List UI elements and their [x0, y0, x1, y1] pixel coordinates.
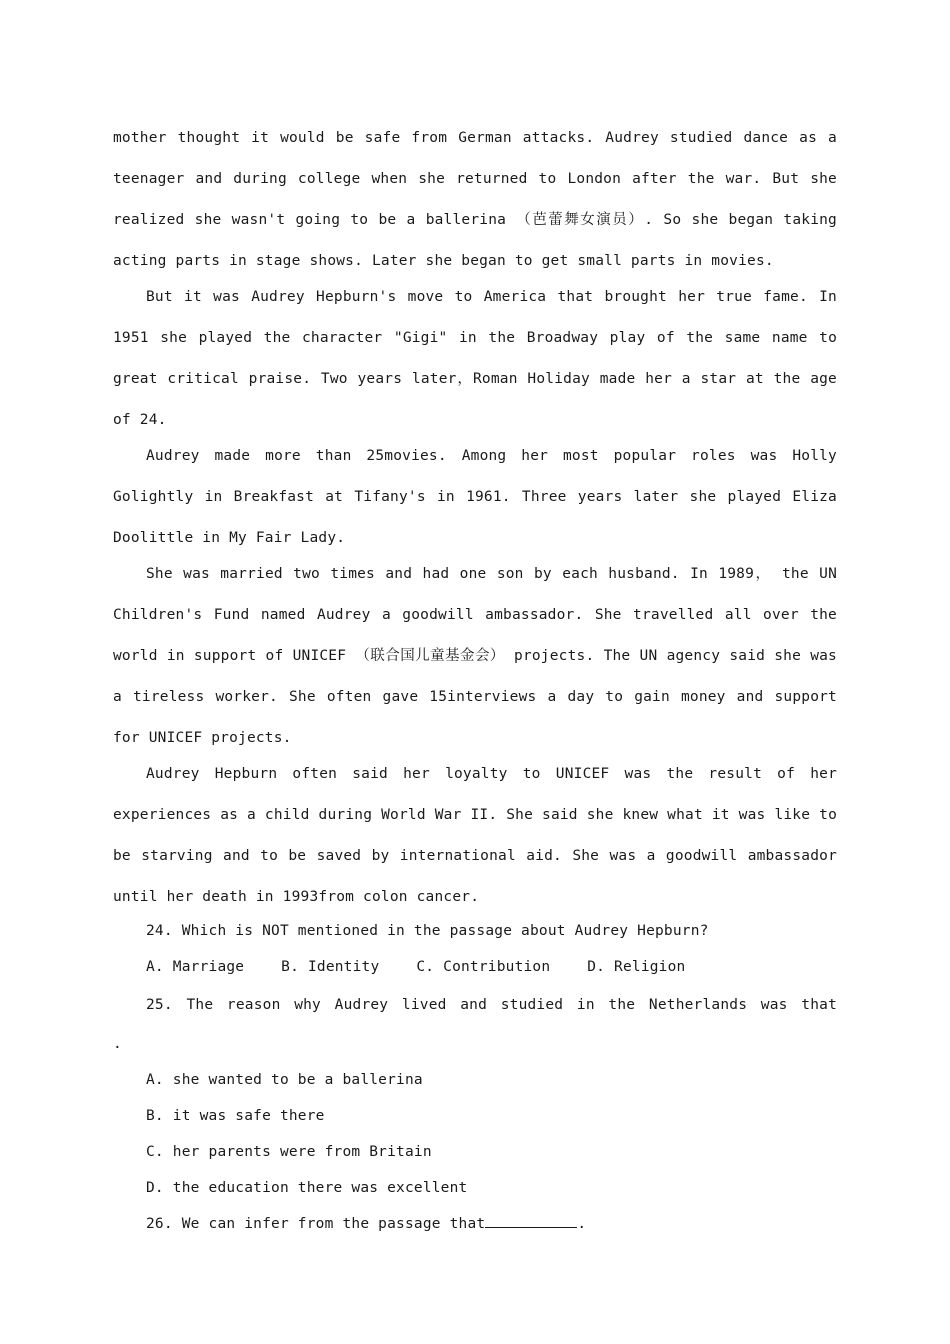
question-26 [113, 1206, 837, 1242]
paragraph-3 [113, 436, 837, 559]
answer-blank [485, 1215, 577, 1228]
question-25 [113, 985, 837, 1206]
paragraph-4 [113, 554, 837, 759]
question-end: . [577, 1216, 587, 1232]
option-b: B. it was safe there [146, 1108, 325, 1124]
paragraph-1 [113, 118, 837, 282]
paragraph-2 [113, 277, 837, 441]
question-options [113, 949, 837, 985]
paragraph-text: But it was Audrey Hepburn's move to America that brought her true fame. In 1951 she played the character "Gigi" in the Broadway play of the same name to great critical praise. Two years later，Roman Holiday made her a star at the age of 24. [113, 289, 837, 428]
document-page [113, 118, 837, 1242]
option-d: D. the education there was excellent [146, 1180, 468, 1196]
paragraph-5 [113, 754, 837, 918]
option-d: D. Religion [587, 959, 686, 975]
option-c: C. her parents were from Britain [146, 1144, 432, 1160]
question-line [113, 1206, 837, 1242]
option-a: A. she wanted to be a ballerina [146, 1072, 423, 1088]
question-24 [113, 913, 837, 985]
option-c: C. Contribution [416, 959, 551, 975]
option-b: B. Identity [281, 959, 380, 975]
option-a: A. Marriage [146, 959, 245, 975]
question-stem-tail: . [113, 1036, 122, 1052]
paragraph-text: She was married two times and had one son by each husband. In 1989， the UN Children's Fund named Audrey a goodwill ambassador. She travelled all over the world in support of UNICEF （联合国儿童基金会） projects. The UN agency said she was a tireless worker. She often gave 15interviews a day to gain money and support for UNICEF projects. [113, 566, 837, 746]
paragraph-text: Audrey made more than 25movies. Among her most popular roles was Holly Golightly in Breakfast at Tifany's in 1961. Three years later she played Eliza Doolittle in My Fair Lady. [113, 448, 837, 546]
paragraph-text: mother thought it would be safe from German attacks. Audrey studied dance as a teenager and during college when she returned to London after the war. But she realized she wasn't going to be a ballerina （芭蕾舞女演员）. So she began taking acting parts in stage shows. Later she began to get small parts in movies. [113, 130, 837, 269]
question-stem: 24. Which is NOT mentioned in the passage about Audrey Hepburn? [146, 923, 709, 939]
paragraph-text: Audrey Hepburn often said her loyalty to UNICEF was the result of her experiences as a child during World War II. She said she knew what it was like to be starving and to be saved by international aid. She was a goodwill ambassador until her death in 1993from colon cancer. [113, 766, 837, 905]
question-stem: 25. The reason why Audrey lived and studied in the Netherlands was that [146, 997, 837, 1013]
question-stem: 26. We can infer from the passage that [146, 1216, 486, 1232]
